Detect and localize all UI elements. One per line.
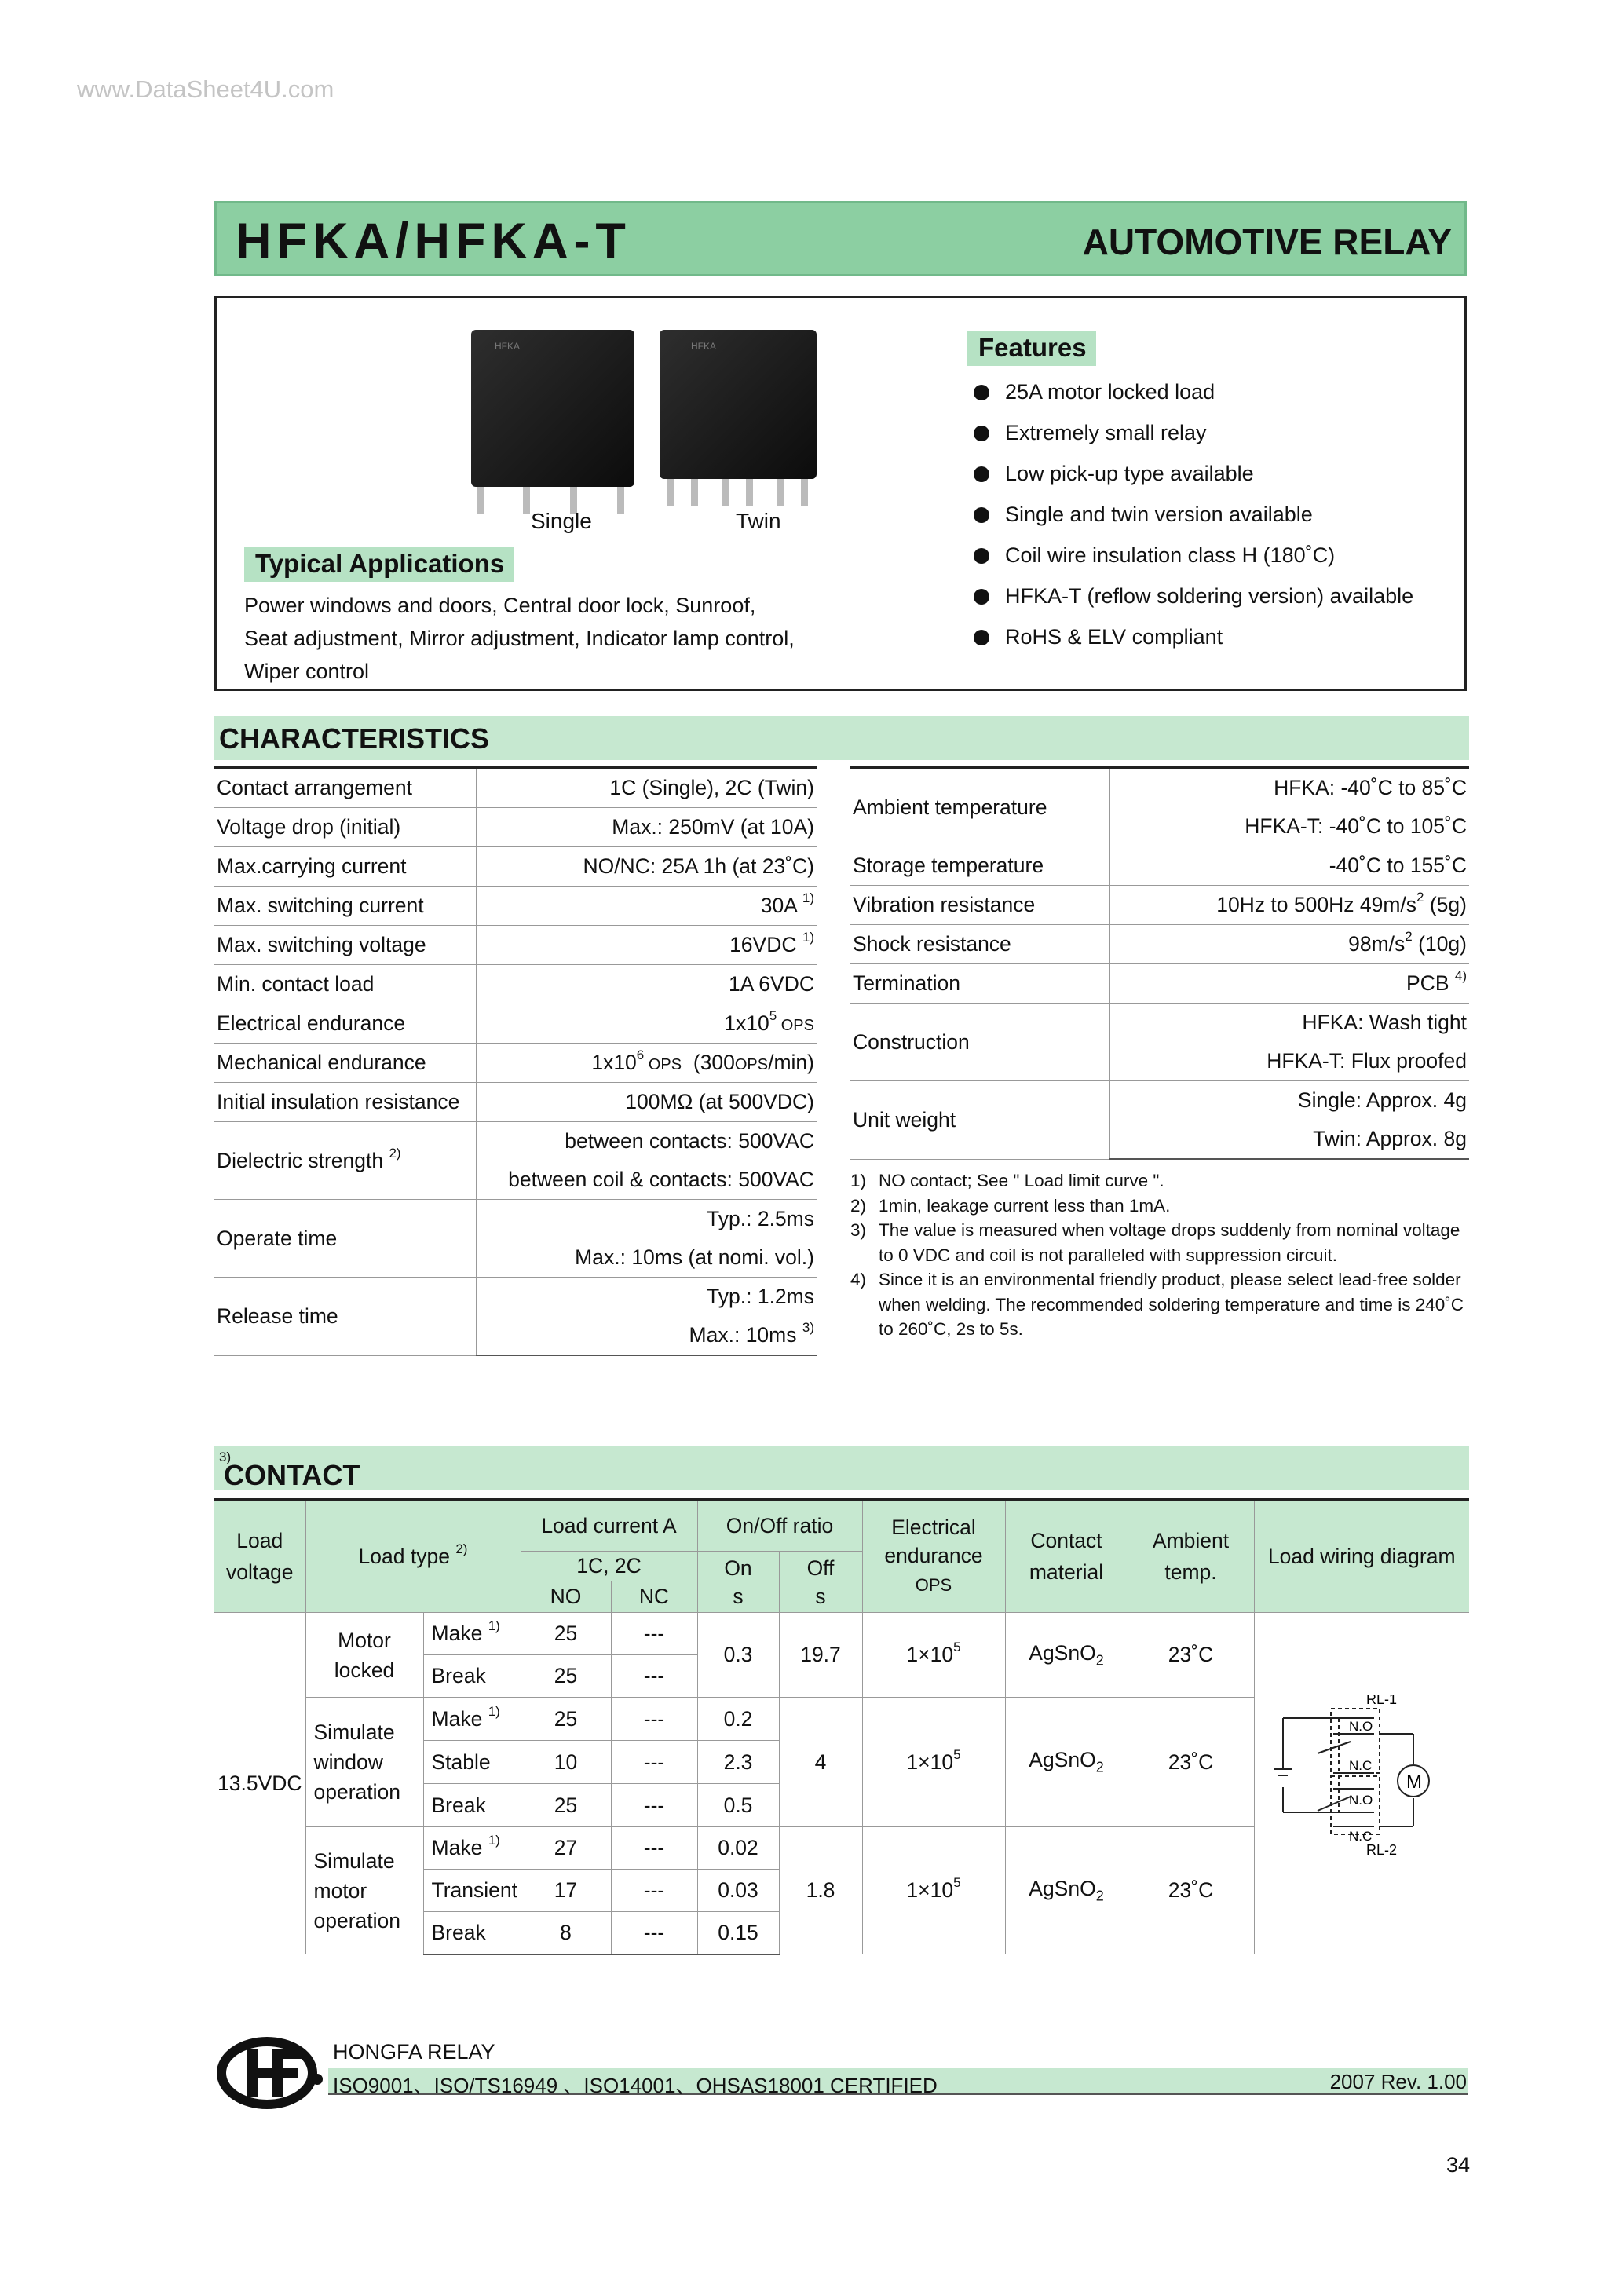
table-row: Transient 17 --- 0.03 <box>214 1870 1469 1912</box>
feature-item: Extremely small relay <box>974 421 1207 445</box>
table-row: Simulate motor operation Make $^{1)}$ 27 --- 0.02 1.8 $1\times 10^5$ AgSnO$_2$ 23˚C <box>214 1827 1469 1870</box>
table-row: Max.: 10ms (at nomi. vol.) <box>214 1238 817 1278</box>
bullet-icon <box>974 589 989 605</box>
table-row: HFKA-T: -40˚C to 105˚C <box>850 807 1469 846</box>
single-caption: Single <box>531 509 592 533</box>
table-row: Break 25 --- <box>214 1655 1469 1698</box>
table-row: between coil & contacts: 500VAC <box>214 1161 817 1200</box>
characteristics-notes <box>850 1168 1471 1342</box>
bullet-icon <box>974 426 989 441</box>
table-row: Vibration resistance 10Hz to 500Hz $49m/s^2$ (5g) <box>850 886 1469 925</box>
table-row: Simulate window operation Make $^{1)}$ 25 --- 0.2 4 $1\times 10^5$ AgSnO$_2$ 23˚C <box>214 1698 1469 1741</box>
table-row: Initial insulation resistance 100MΩ (at 500VDC) <box>214 1083 817 1122</box>
table-row: Stable 10 --- 2.3 <box>214 1741 1469 1784</box>
table-row: Ambient temperature HFKA: -40˚C to 85˚C <box>850 768 1469 808</box>
feature-item: Coil wire insulation class H (180˚C) <box>974 543 1335 568</box>
relay-marking: HFKA <box>495 341 521 352</box>
table-row: Termination PCB $^{4)}$ <box>850 964 1469 1004</box>
table-row: Contact arrangement 1C (Single), 2C (Twin) <box>214 768 817 808</box>
twin-relay-image <box>660 330 817 479</box>
single-relay-image <box>471 330 634 487</box>
table-row: Break 25 --- 0.5 <box>214 1784 1469 1827</box>
table-row: Max. switching voltage 16VDC $^{1)}$ <box>214 926 817 965</box>
feature-item: Single and twin version available <box>974 503 1313 527</box>
bullet-icon <box>974 548 989 564</box>
contact-data-table: Load voltage Load type $^{2)}$ Load current A On/Off ratio Electrical endurance OPS Contact material Ambient temp. Load wiring diagram 1C, 2C On s Off s NO NC 13.5VDC Motor locked Make $^{1)}$ 25 --- 0.3 19.7 $1\times 10^5$ AgSnO$_2$ 23˚C Break 25 --- Simulate window operation Make $^{1)}$ 25 --- 0.2 4 $1\times 10^5$ AgSnO$_2$ 23˚C Stable 10 --- 2.3 Break 25 --- 0.5 Simulate motor operation Make $^{1)}$ 27 --- 0.02 1.8 $1\times 10^5$ AgSnO$_2$ 23˚C Transient 17 --- 0.03 Break 8 --- 0.15 <box>214 1498 1469 1955</box>
table-row: Unit weight Single: Approx. 4g <box>850 1081 1469 1121</box>
nc-label: N.C <box>1349 1758 1373 1773</box>
application-line: Seat adjustment, Mirror adjustment, Indicator lamp control, <box>244 627 795 650</box>
certification-bar <box>328 2068 1468 2095</box>
feature-item: Low pick-up type available <box>974 462 1254 486</box>
table-row: Twin: Approx. 8g <box>850 1120 1469 1159</box>
company-name: HONGFA RELAY <box>333 2040 495 2064</box>
table-row: Storage temperature -40˚C to 155˚C <box>850 846 1469 886</box>
load-wiring-diagram <box>1272 1695 1468 1859</box>
bullet-icon <box>974 507 989 523</box>
no-label: N.O <box>1349 1719 1373 1734</box>
table-row: Shock resistance $98m/s^2$ (10g) <box>850 925 1469 964</box>
table-row: Min. contact load 1A 6VDC <box>214 965 817 1004</box>
relay-marking: HFKA <box>691 341 717 352</box>
watermark: www.DataSheet4U.com <box>77 75 334 103</box>
applications-list <box>244 589 795 688</box>
table-row: HFKA-T: Flux proofed <box>850 1042 1469 1081</box>
application-line: Wiper control <box>244 660 370 683</box>
application-line: Power windows and doors, Central door lock, Sunroof, <box>244 594 756 617</box>
bullet-icon <box>974 466 989 482</box>
contact-data-band: CONTACT $^{3)}$ <box>214 1446 1469 1490</box>
nc-label: N.C <box>1349 1829 1373 1844</box>
table-row: Electrical endurance $1x10^5$ OPS <box>214 1004 817 1044</box>
feature-item: RoHS & ELV compliant <box>974 625 1223 649</box>
table-row: Construction HFKA: Wash tight <box>850 1004 1469 1043</box>
characteristics-band <box>214 716 1469 760</box>
certifications: ISO9001、ISO/TS16949 、ISO14001、OHSAS18001 CERTIFIED <box>333 2074 938 2097</box>
table-row: Voltage drop (initial) Max.: 250mV (at 10A) <box>214 808 817 847</box>
table-row: Max.: 10ms $^{3)}$ <box>214 1316 817 1355</box>
features-heading: Features <box>967 331 1096 366</box>
note-item: 3) The value is measured when voltage drops suddenly from nominal voltage to 0 VDC and coil is not paralleled with suppression circuit. <box>850 1220 1460 1265</box>
note-item: 4) Since it is an environmental friendly product, please select lead-free solder when welding. The recommended soldering temperature and time is 240˚C to 260˚C, 2s to 5s. <box>850 1270 1464 1339</box>
table-row: Release time Typ.: 1.2ms <box>214 1278 817 1317</box>
note-item: 2) 1min, leakage current less than 1mA. <box>850 1195 1171 1216</box>
bullet-icon <box>974 385 989 400</box>
table-row: Break 8 --- 0.15 <box>214 1912 1469 1954</box>
table-row: Operate time Typ.: 2.5ms <box>214 1200 817 1239</box>
rl1-label: RL-1 <box>1366 1695 1398 1707</box>
rl2-label: RL-2 <box>1366 1842 1398 1858</box>
twin-caption: Twin <box>736 509 781 533</box>
applications-heading: Typical Applications <box>244 547 514 582</box>
table-row: 13.5VDC Motor locked Make $^{1)}$ 25 --- 0.3 19.7 $1\times 10^5$ AgSnO$_2$ 23˚C <box>214 1613 1469 1655</box>
table-row: Mechanical endurance $1x10^6$ OPS (300OPS/min) <box>214 1044 817 1083</box>
table-row: Max. switching current 30A $^{1)}$ <box>214 887 817 926</box>
hongfa-logo <box>214 2034 324 2112</box>
characteristics-left-table <box>214 766 817 1356</box>
bullet-icon <box>974 630 989 645</box>
title-bar <box>214 201 1467 276</box>
contact-data-heading: CONTACT <box>224 1459 360 1491</box>
characteristics-heading: CHARACTERISTICS <box>219 722 490 755</box>
feature-item: 25A motor locked load <box>974 380 1215 404</box>
characteristics-right-table <box>850 766 1469 1160</box>
page-number: 34 <box>1446 2153 1470 2177</box>
table-row: Max.carrying current NO/NC: 25A 1h (at 23˚C) <box>214 847 817 887</box>
product-title: HFKA/HFKA-T <box>236 214 631 269</box>
note-item: 1) NO contact; See " Load limit curve ". <box>850 1171 1164 1190</box>
revision: 2007 Rev. 1.00 <box>1329 2070 1467 2093</box>
no-label: N.O <box>1349 1793 1373 1808</box>
feature-item: HFKA-T (reflow soldering version) available <box>974 584 1413 609</box>
table-row: Dielectric strength $^{2)}$ between contacts: 500VAC <box>214 1122 817 1161</box>
product-category: AUTOMOTIVE RELAY <box>1082 221 1452 262</box>
motor-icon: M <box>1406 1771 1422 1793</box>
